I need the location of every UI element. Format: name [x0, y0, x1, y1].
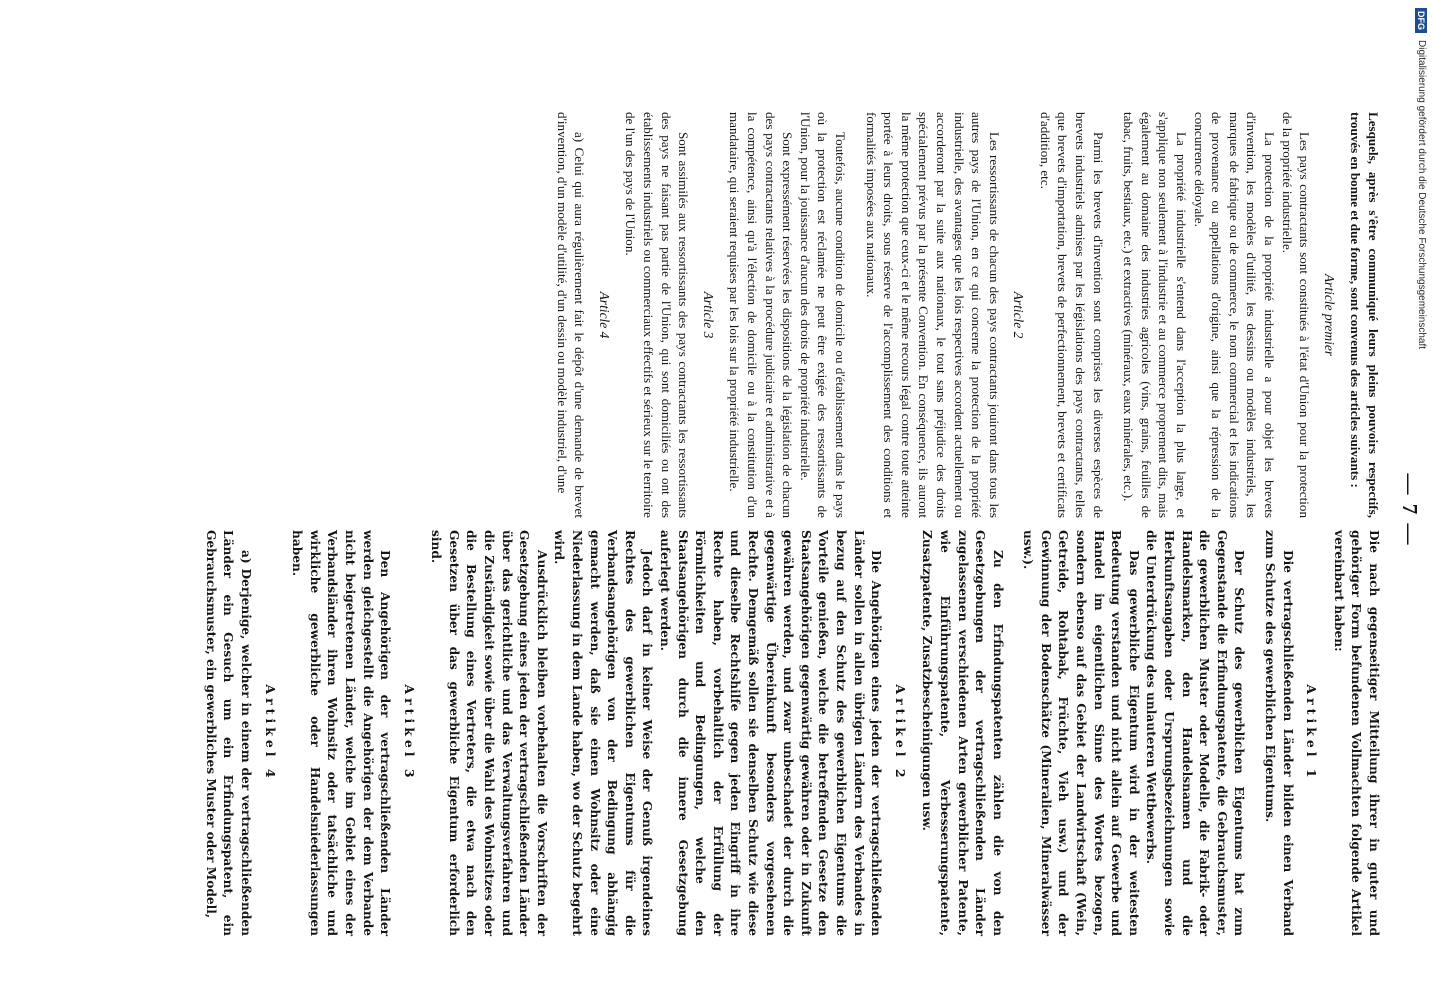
- french-article-4-paragraph: a) Celui qui aura régulièrement fait le dépôt d'une demande de brevet d'invention, d'un modèle d'utilité, d'un dessin ou modèle industriel, d'une: [554, 112, 588, 518]
- german-article-1-paragraph: Die vertragschließenden Länder bilden einen Verband zum Schutze des gewerblichen Eigentums.: [1263, 530, 1295, 936]
- german-article-4-paragraph: a) Derjenige, welcher in einem der vertragschließenden Länder ein Gesuch um ein Erfindungspatent, ein Gebrauchsmuster, ein gewerbliches Muster oder Modell,: [203, 530, 253, 936]
- french-article-3-heading: Article 3: [700, 291, 716, 339]
- german-article-1-heading: Artikel 1: [1304, 684, 1320, 782]
- digitization-credit: [1415, 8, 1427, 388]
- german-intro: Die nach gegenseitiger Mitteilung ihrer in guter und gehöriger Form befundenen Vollmachten folgende Artikel vereinbart haben:: [1331, 530, 1381, 936]
- digitization-credit-text: Digitalisierung gefördert durch die Deutsche Forschungsgemeinschaft: [1416, 39, 1427, 349]
- french-article-1-paragraph: Parmi les brevets d'invention sont comprises les diverses espèces de brevets industriels admises par les législations des pays contractants, telles que brevets d'importation, brevets de perfectionnement, brevets et certificats d'addition, etc.: [1037, 112, 1106, 518]
- german-article-2-paragraph: Die Angehörigen eines jeden der vertragschließenden Länder sollen in allen übrigen Ländern des Verbandes in bezug auf den Schutz des gewerblichen Eigentums die Vorteile genießen, welche die betreffenden Gesetze den Staatsangehörigen gegenwärtig gewähren oder in Zukunft gewähren werden, und zwar unbeschadet der durch die gegenwärtige Übereinkunft besonders vorgesehenen Rechte. Demgemäß sollen sie denselben Schutz wie diese und dieselbe Rechtshilfe gegen jeden Eingriff in ihre Rechte haben, vorbehaltlich der Erfüllung der Förmlichkeiten und Bedingungen, welche den Staatsangehörigen durch die innere Gesetzgebung auferlegt werden.: [658, 530, 884, 936]
- german-article-1-paragraph: Der Schutz des gewerblichen Eigentums hat zum Gegenstande die Erfindungspatente, die Gebrauchsmuster, die gewerblichen Muster oder Modelle, die Fabrik- oder Handelsmarken, den Handelsnamen und die Herkunftsangaben oder Ursprungsbezeichnungen sowie die Unterdrückung des unlauteren Wettbewerbs.: [1144, 530, 1247, 936]
- german-article-2-heading: Artikel 2: [892, 684, 908, 782]
- french-article-2-heading: Article 2: [1011, 291, 1027, 339]
- german-article-2-paragraph: Jedoch darf in keiner Weise der Genuß irgendeines Rechtes des gewerblichen Eigentums für die Verbandsangehörigen von der Bedingung abhängig gemacht werden, daß sie einen Wohnsitz oder eine Niederlassung in dem Lande haben, wo der Schutz begehrt wird.: [552, 530, 655, 936]
- german-article-1-paragraph: Das gewerbliche Eigentum wird in der weitesten Bedeutung verstanden und nicht allein auf Gewerbe und Handel im eigentlichen Sinne des Wortes bezogen, sondern ebenso auf das Gebiet der Landwirtschaft (Wein, Getreide, Rohtabak, Früchte, Vieh usw.) und der Gewinnung der Bodenschätze (Mineralien, Mineralwässer usw.).: [1021, 530, 1141, 936]
- french-article-1-paragraph: La protection de la propriété industrielle a pour objet les brevets d'invention, les modèles d'utilité, les dessins ou modèles industriels, les marques de fabrique ou de commerce, le nom commercial et les indications de provenance ou appellations d'origine, ainsi que la répression de la concurrence déloyale.: [1191, 112, 1278, 518]
- french-intro: Lesquels, après s'être communiqué leurs pleins pouvoirs respectifs, trouvés en bonne et due forme, sont convenus des articles suivants :: [1348, 112, 1381, 518]
- dfg-logo: DFG: [1415, 8, 1427, 33]
- french-article-1-heading: Article premier: [1321, 273, 1337, 357]
- german-article-4-heading: Artikel 4: [262, 684, 278, 782]
- french-article-2-paragraph: Toutefois, aucune condition de domicile ou d'établissement dans le pays où la protection est réclamée ne peut être exigée des ressortissants de l'Union, pour la jouissance d'aucun des droits de propriété industrielle.: [797, 112, 848, 518]
- page-number: — 7 —: [1398, 473, 1422, 547]
- french-article-2-paragraph: Sont expressément réservées les dispositions de la législation de chacun des pays contractants relatives à la procédure judiciaire et administrative et à la compétence, ainsi qu'à l'élection de domicile ou à la constitution d'un mandataire, qui seraient requises par les lois sur la propriété industrielle.: [727, 112, 796, 518]
- french-article-2-paragraph: Les ressortissants de chacun des pays contractants jouiront dans tous les autres pays de l'Union, en ce qui concerne la protection de la propriété industrielle, des avantages que les lois respectives accordent actuellement ou accorderont par la suite aux nationaux, le tout sans préjudice des droits spécialement prévus par la présente Convention. En conséquence, ils auront la même protection que ceux-ci et le même recours légal contre toute atteinte portée à leurs droits, sous réserve de l'accomplissement des conditions et formalités imposées aux nationaux.: [863, 112, 1002, 518]
- german-article-3-paragraph: Den Angehörigen der vertragschließenden Länder werden gleichgestellt die Angehörigen der dem Verbande nicht beigetretenen Länder, welche im Gebiet eines der Verbandsländer ihren Wohnsitz oder tatsächliche und wirkliche gewerbliche oder Handelsniederlassungen haben.: [290, 530, 393, 936]
- german-article-1-paragraph: Zu den Erfindungspatenten zählen die von den Gesetzgebungen der vertragschließenden Länder zugelassenen verschiedenen Arten gewerblicher Patente, wie Einführungspatente, Verbesserungspatente, Zusatzpatente, Zusatzbescheinigungen usw.: [920, 530, 1005, 936]
- french-article-4-heading: Article 4: [596, 291, 612, 339]
- german-article-3-heading: Artikel 3: [401, 684, 417, 782]
- german-column: [203, 530, 1382, 936]
- french-article-3-paragraph: Sont assimilés aux ressortissants des pays contractants les ressortissants des pays ne faisant pas partie de l'Union, qui sont domiciliés ou ont des établissements industriels ou commerciaux effectifs et sérieux sur le territoire de l'un des pays de l'Union.: [623, 112, 692, 518]
- french-article-1-paragraph: La propriété industrielle s'entend dans l'acception la plus large, et s'applique non seulement à l'industrie et au commerce proprement dits, mais également au domaine des industries agricoles (vins, grains, feuilles de tabac, fruits, bestiaux, etc.) et extractives (minéraux, eaux minérales, etc.).: [1121, 112, 1190, 518]
- french-column: [322, 112, 1382, 518]
- german-article-2-paragraph: Ausdrücklich bleiben vorbehalten die Vorschriften der Gesetzgebung eines jeden der vertragschließenden Länder über das gerichtliche und das Verwaltungsverfahren und die Zuständigkeit sowie über die Wahl des Wohnsitzes oder die Bestellung eines Vertreters, die etwa nach den Gesetzen über das gewerbliche Eigentum erforderlich sind.: [429, 530, 549, 936]
- french-article-1-paragraph: Les pays contractants sont constitués à l'état d'Union pour la protection de la propriété industrielle.: [1279, 112, 1313, 518]
